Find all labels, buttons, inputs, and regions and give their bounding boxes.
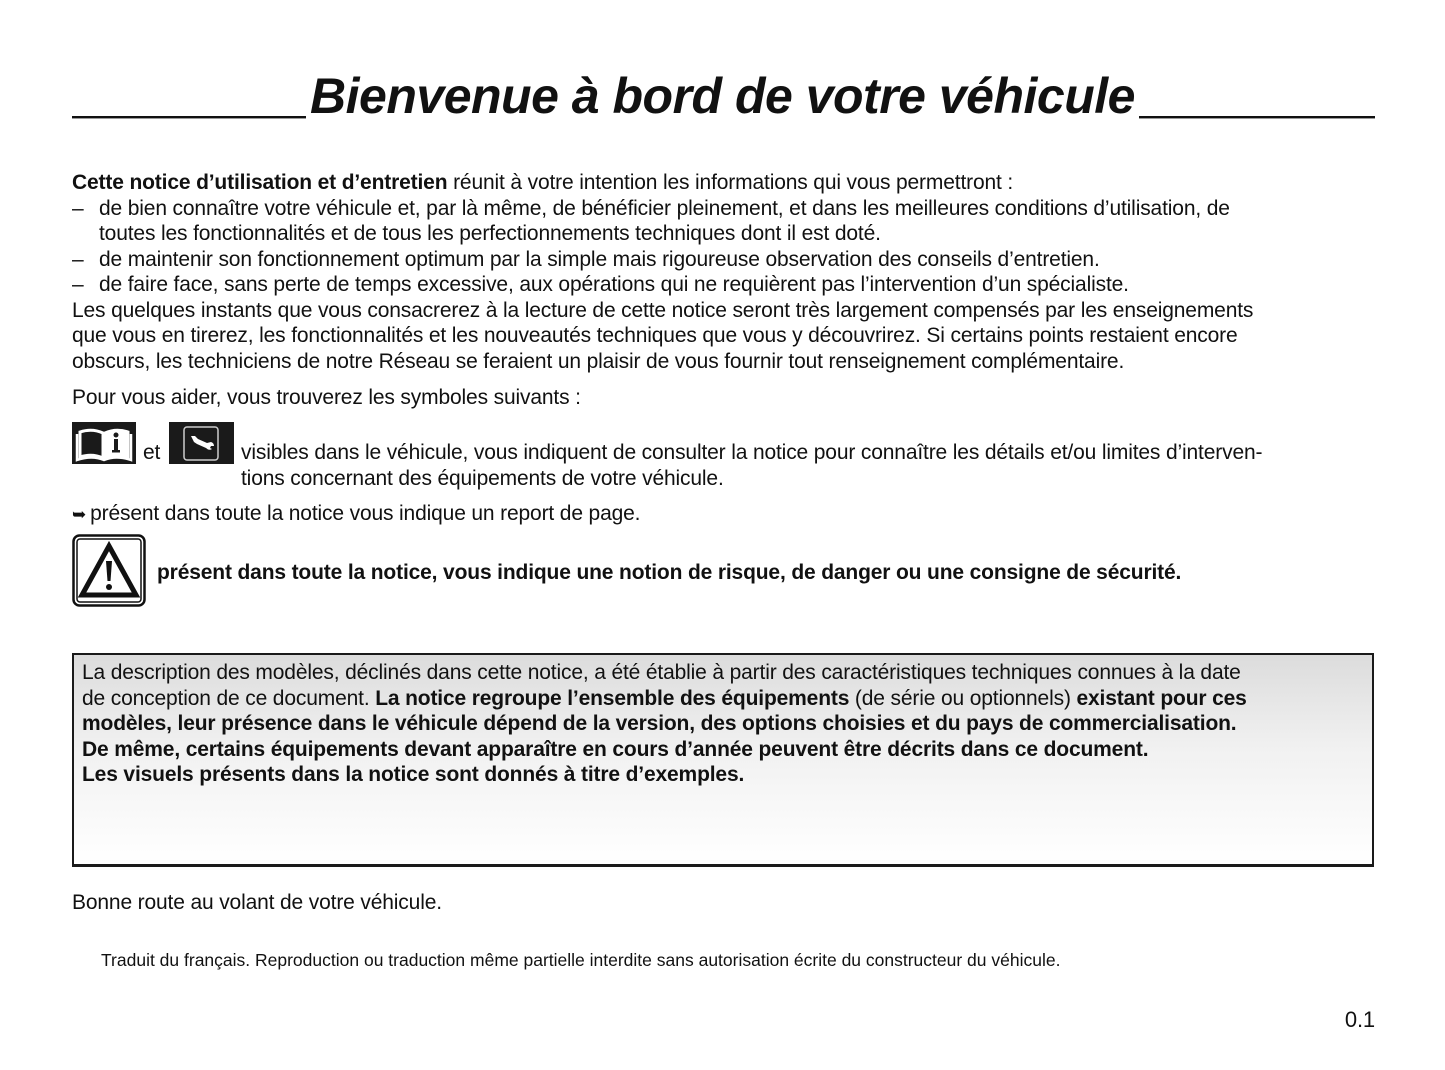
intro-lead-rest: réunit à votre intention les informations qui vous permettront : (447, 171, 1014, 194)
page-title-text: Bienvenue à bord de votre véhicule (306, 68, 1139, 124)
disclaimer-text (82, 660, 1366, 788)
disclaimer-line: Les visuels présents dans la notice sont donnés à titre d’exemples. (82, 763, 745, 786)
page-title (0, 66, 1445, 126)
intro-closing-line: que vous en tirerez, les fonctionnalités et les nouveautés techniques que vous y découvrirez. Si certains points restaient encore (72, 324, 1238, 347)
disclaimer-normal: (de série ou optionnels) (849, 686, 1077, 710)
bullet-text-line: toutes les fonctionnalités et de tous les perfectionnements techniques dont il est doté. (99, 222, 881, 245)
warning-description: présent dans toute la notice, vous indique une notion de risque, de danger ou une consigne de sécurité. (157, 561, 1182, 584)
page-number: 0.1 (1344, 1007, 1375, 1032)
disclaimer-bold: existant pour ces (1076, 686, 1247, 710)
disclaimer-box (72, 653, 1374, 867)
icons-description-line: tions concernant des équipements de votre véhicule. (241, 466, 724, 490)
bullet-text-line: de bien connaître votre véhicule et, par là même, de bénéficier pleinement, et dans les meilleures conditions d’utilisation, de (99, 196, 1230, 220)
bullet-text-line: de maintenir son fonctionnement optimum par la simple mais rigoureuse observation des conseils d’entretien. (99, 247, 1100, 271)
book-info-icon (72, 422, 136, 464)
closing-greeting: Bonne route au volant de votre véhicule. (72, 891, 442, 914)
bullet-dash: – (72, 196, 84, 220)
page-reference-row (72, 501, 1372, 528)
intro-closing-line: obscurs, les techniciens de notre Réseau se feraient un plaisir de vous fournir tout renseignement complémentaire. (72, 349, 1125, 373)
bullet-item (72, 272, 1375, 298)
icons-description-line: visibles dans le véhicule, vous indiquent de consulter la notice pour connaître les détails et/ou limites d’interven- (241, 441, 1263, 464)
symbols-heading: Pour vous aider, vous trouverez les symboles suivants : (72, 386, 581, 409)
symbol-connector-text: et (143, 441, 161, 464)
disclaimer-line: modèles, leur présence dans le véhicule dépend de la version, des options choisies et du pays de commercialisation. (82, 712, 1237, 735)
intro-lead-bold: Cette notice d’utilisation et d’entretien (72, 171, 448, 194)
bullet-item (72, 247, 1375, 273)
bullet-text-line: de faire face, sans perte de temps excessive, aux opérations qui ne requièrent pas l’intervention d’un spécialiste. (99, 273, 1129, 296)
wrench-icon (169, 422, 234, 464)
copyright-notice: Traduit du français. Reproduction ou traduction même partielle interdite sans autorisation écrite du constructeur du véhicule. (101, 950, 1061, 970)
disclaimer-line (82, 686, 1366, 712)
bullet-item (72, 196, 1375, 247)
disclaimer-bold: La notice regroupe l’ensemble des équipements (375, 686, 850, 710)
icons-description (241, 440, 1381, 491)
disclaimer-normal: de conception de ce document. (82, 686, 376, 710)
disclaimer-line: De même, certains équipements devant apparaître en cours d’année peuvent être décrits dans ce document. (82, 737, 1149, 761)
disclaimer-line: La description des modèles, déclinés dans cette notice, a été établie à partir des caractéristiques techniques connues à la date (82, 661, 1241, 684)
arrow-right-icon: ➥ (72, 505, 87, 524)
intro-closing-line: Les quelques instants que vous consacrerez à la lecture de cette notice seront très largement compensés par les enseignements (72, 298, 1254, 322)
bullet-dash: – (72, 247, 84, 271)
intro-lead (72, 170, 1375, 196)
page-reference-text: présent dans toute la notice vous indique un report de page. (90, 502, 641, 525)
warning-triangle-icon (72, 534, 146, 607)
intro-section (72, 170, 1375, 374)
bullet-dash: – (72, 273, 84, 296)
